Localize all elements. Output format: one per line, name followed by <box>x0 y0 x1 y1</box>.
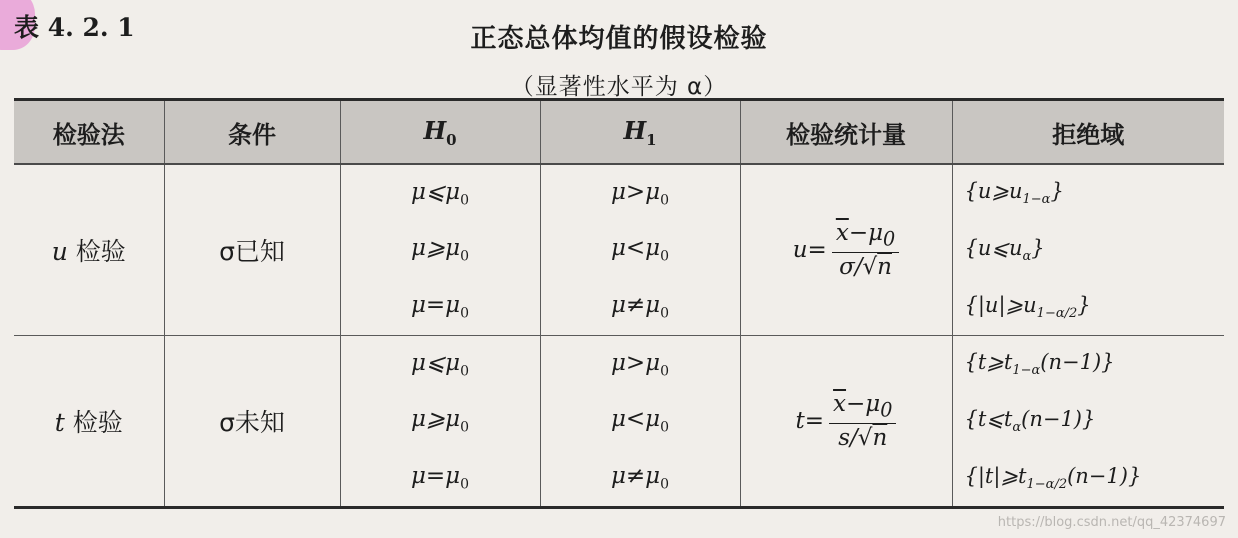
header-h1: $H_1$ <box>540 100 740 165</box>
statistic-cell <box>740 164 952 336</box>
h1-item: $\mu<\mu_0$ <box>610 406 670 436</box>
h0-cell <box>340 336 540 508</box>
h1-item: $\mu>\mu_0$ <box>610 349 670 380</box>
condition-cell: σ已知 <box>164 164 340 336</box>
watermark-url: https://blog.csdn.net/qq_42374697 <box>997 515 1226 530</box>
table-label: 表 4. 2. 1 <box>14 13 135 42</box>
h1-item: $\mu<\mu_0$ <box>610 235 670 265</box>
table-title: 正态总体均值的假设检验 <box>470 24 768 54</box>
h1-cell <box>540 336 740 508</box>
rejection-item: $\{|u|⩾u_{1-\alpha/2}\}$ <box>964 292 1091 321</box>
condition-cell: σ未知 <box>164 336 340 508</box>
method-variable: u <box>51 237 68 266</box>
method-label: 检验 <box>72 408 123 437</box>
header-h0: $H_0$ <box>340 100 540 165</box>
h1-cell <box>540 164 740 336</box>
header-method: 检验法 <box>14 100 164 165</box>
method-cell <box>14 336 164 508</box>
h0-item: $\mu⩽\mu_0$ <box>410 349 470 380</box>
rejection-item: $\{u⩽u_\alpha\}$ <box>964 235 1045 265</box>
table-row <box>14 164 1224 336</box>
h1-item: $\mu\ne\mu_0$ <box>610 462 670 493</box>
method-variable: t <box>54 408 65 437</box>
h1-item: $\mu\ne\mu_0$ <box>610 291 670 322</box>
h0-item: $\mu⩾\mu_0$ <box>410 406 470 436</box>
header-statistic: 检验统计量 <box>740 100 952 165</box>
rejection-cell <box>952 164 1224 336</box>
table-row <box>14 336 1224 508</box>
method-cell <box>14 164 164 336</box>
table-subtitle: （显著性水平为 α） <box>510 74 728 100</box>
rejection-item: $\{t⩽t_\alpha(n-1)\}$ <box>964 406 1096 436</box>
h0-item: $\mu=\mu_0$ <box>410 462 470 493</box>
statistic-cell <box>740 336 952 508</box>
hypothesis-test-table <box>14 98 1224 509</box>
h0-item: $\mu⩽\mu_0$ <box>410 178 470 209</box>
header-rejection: 拒绝域 <box>952 100 1224 165</box>
h0-item: $\mu=\mu_0$ <box>410 291 470 322</box>
rejection-item: $\{u⩾u_{1-\alpha}\}$ <box>964 179 1064 208</box>
rejection-cell <box>952 336 1224 508</box>
h0-item: $\mu⩾\mu_0$ <box>410 235 470 265</box>
header-condition: 条件 <box>164 100 340 165</box>
h1-item: $\mu>\mu_0$ <box>610 178 670 209</box>
method-label: 检验 <box>75 237 126 266</box>
rejection-item: $\{|t|⩾t_{1-\alpha/2}(n-1)\}$ <box>964 463 1142 492</box>
h0-cell <box>340 164 540 336</box>
statistic-formula: u= $\frac{\overline{x}-\mu_0}{\sigma/√n}$ <box>793 220 900 280</box>
statistic-formula: t= $\frac{\overline{x}-\mu_0}{s/√n}$ <box>796 391 897 451</box>
header-row <box>14 100 1224 165</box>
rejection-item: $\{t⩾t_{1-\alpha}(n-1)\}$ <box>964 350 1115 379</box>
